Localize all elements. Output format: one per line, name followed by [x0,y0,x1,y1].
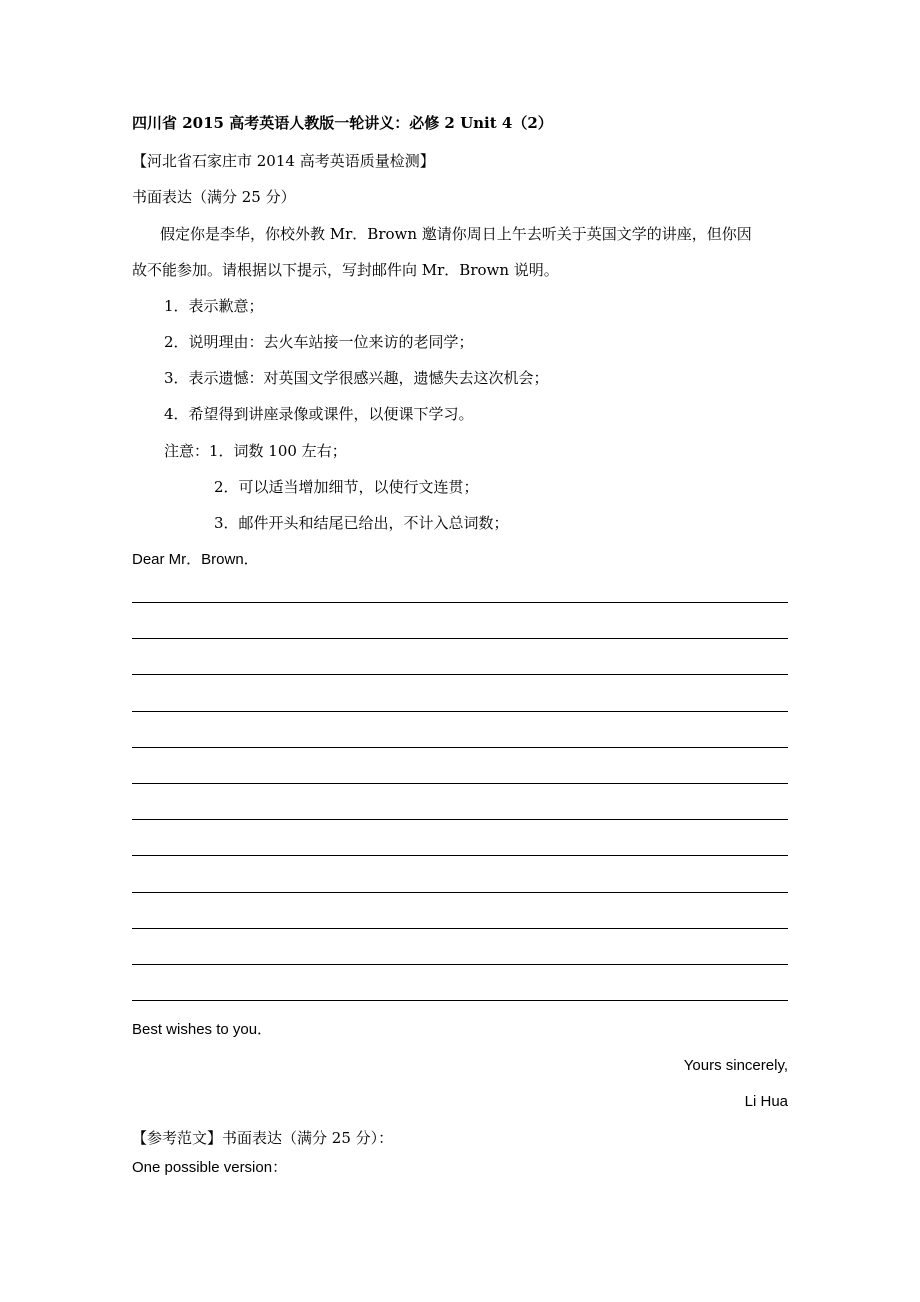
blank-writing-line [132,602,788,603]
note-item: 2．可以适当增加细节，以使行文连贯； [214,478,479,496]
prompt-line-1: 假定你是李华，你校外教 Mr．Brown 邀请你周日上午去听关于英国文学的讲座，但你因 [160,225,752,243]
blank-writing-line [132,711,788,712]
sign-off: Yours sincerely, [683,1057,788,1074]
signature: Li Hua [744,1093,788,1110]
document-title: 四川省 2015 高考英语人教版一轮讲义：必修 2 Unit 4（2） [132,114,553,132]
note-item: 注意：1．词数 100 左右； [164,442,347,460]
blank-writing-line [132,855,788,856]
blank-writing-line [132,819,788,820]
point-item: 2．说明理由：去火车站接一位来访的老同学； [164,333,474,351]
point-item: 4．希望得到讲座录像或课件，以便课下学习。 [164,405,474,423]
source-line: 【河北省石家庄市 2014 高考英语质量检测】 [132,152,435,170]
greeting: Dear Mr．Brown． [132,551,259,568]
prompt-line-2: 故不能参加。请根据以下提示，写封邮件向 Mr．Brown 说明。 [132,261,559,279]
blank-writing-line [132,892,788,893]
blank-writing-line [132,1000,788,1001]
blank-writing-line [132,674,788,675]
point-item: 1．表示歉意； [164,297,264,315]
blank-writing-line [132,747,788,748]
point-item: 3．表示遗憾：对英国文学很感兴趣，遗憾失去这次机会； [164,369,549,387]
section-heading: 书面表达（满分 25 分） [132,188,296,206]
note-item: 3．邮件开头和结尾已给出，不计入总词数； [214,514,509,532]
reference-intro: One possible version： [132,1159,288,1176]
blank-writing-line [132,783,788,784]
blank-writing-line [132,928,788,929]
reference-heading: 【参考范文】书面表达（满分 25 分）： [132,1129,394,1147]
blank-writing-line [132,964,788,965]
blank-writing-line [132,638,788,639]
closing: Best wishes to you． [132,1021,273,1038]
